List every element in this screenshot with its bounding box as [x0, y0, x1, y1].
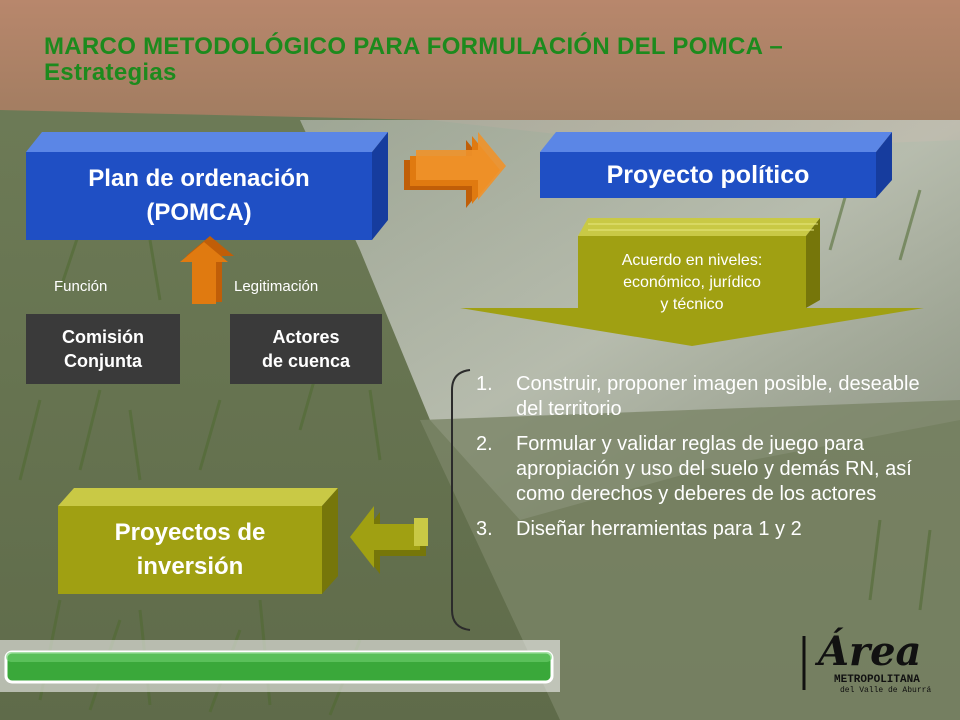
logo-line2: del Valle de Aburrá	[840, 686, 932, 695]
comision-line2: Conjunta	[63, 351, 142, 371]
comision-line1: Comisión	[61, 327, 144, 347]
inversion-line2: inversión	[136, 553, 244, 580]
step-number: 2.	[476, 433, 493, 455]
logo-line1: METROPOLITANA	[834, 674, 920, 686]
step-text: Formular y validar reglas de juego para apropiación y uso del suelo y demás RN, así como derechos y deberes de los actores	[516, 433, 912, 505]
proyectos-inversion-box	[58, 506, 322, 594]
brace-shape	[452, 370, 470, 630]
funcion-label: Función	[54, 278, 108, 295]
logo-script: Área	[818, 628, 922, 675]
comision-conjunta-box	[26, 314, 180, 384]
actores-line2: de cuenca	[261, 351, 351, 371]
plan-box-line2: (POMCA)	[146, 199, 252, 226]
step-text: Construir, proponer imagen posible, deseable del territorio	[516, 373, 920, 420]
footer-bar	[0, 640, 560, 692]
step-number: 3.	[476, 518, 493, 540]
plan-box-line1: Plan de ordenación	[88, 165, 310, 192]
acuerdo-line1: Acuerdo en niveles:	[621, 252, 763, 269]
acuerdo-box	[578, 244, 806, 322]
actores-cuenca-box	[230, 314, 382, 384]
area-metropolitana-logo	[818, 630, 948, 710]
acuerdo-line3: y técnico	[660, 296, 724, 313]
arrow-left-icon	[350, 506, 428, 574]
arrow-up-icon	[180, 236, 234, 304]
inversion-line1: Proyectos de	[114, 519, 266, 546]
proyecto-politico-box: Proyecto político	[606, 160, 810, 189]
list-item	[472, 517, 932, 542]
list-item	[472, 372, 932, 422]
acuerdo-line2: económico, jurídico	[623, 274, 761, 291]
legitimacion-label: Legitimación	[234, 278, 319, 295]
list-item	[472, 432, 932, 507]
plan-ordenacion-box	[26, 152, 372, 240]
arrow-right-icon	[404, 132, 506, 208]
actores-line1: Actores	[272, 327, 340, 347]
step-number: 1.	[476, 373, 493, 395]
slide-title: MARCO METODOLÓGICO PARA FORMULACIÓN DEL POMCA – Estrategias	[44, 33, 783, 86]
step-text: Diseñar herramientas para 1 y 2	[516, 518, 802, 540]
strategy-steps-list	[472, 372, 932, 552]
